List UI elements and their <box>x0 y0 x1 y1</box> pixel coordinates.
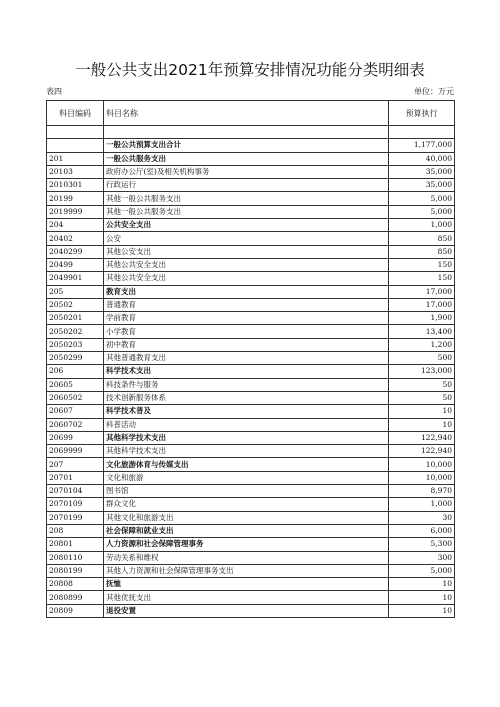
table-row <box>47 258 455 271</box>
cell-code: 20701 <box>47 471 104 484</box>
cell-code: 2080110 <box>47 551 104 564</box>
cell-amount: 10 <box>389 405 455 418</box>
cell-code: 2049901 <box>47 272 104 285</box>
cell-code: 206 <box>47 365 104 378</box>
page-title: 一般公共支出2021年预算安排情况功能分类明细表 <box>75 61 425 79</box>
table-row <box>47 378 455 391</box>
budget-table <box>46 100 455 618</box>
cell-name: 普通教育 <box>104 298 389 311</box>
cell-name: 科技条件与服务 <box>104 378 389 391</box>
cell-code: 20808 <box>47 578 104 591</box>
cell-name: 其他公共安全支出 <box>104 258 389 271</box>
cell-code: 20199 <box>47 192 104 205</box>
cell-amount: 122,940 <box>389 445 455 458</box>
table-row <box>47 564 455 577</box>
cell-name: 文化和旅游 <box>104 471 389 484</box>
table-row <box>47 245 455 258</box>
header-name: 科目名称 <box>104 101 389 126</box>
table-row <box>47 538 455 551</box>
cell-amount: 150 <box>389 272 455 285</box>
cell-amount: 40,000 <box>389 152 455 165</box>
header-amount: 预算执行 <box>389 101 455 126</box>
cell-code: 2050201 <box>47 312 104 325</box>
cell-code: 2069999 <box>47 445 104 458</box>
table-row <box>47 431 455 444</box>
cell-amount: 1,177,000 <box>389 139 455 152</box>
cell-code: 207 <box>47 458 104 471</box>
cell-name: 抚恤 <box>104 578 389 591</box>
cell-amount: 10,000 <box>389 471 455 484</box>
table-row <box>47 285 455 298</box>
table-row <box>47 139 455 152</box>
cell-amount: 5,000 <box>389 192 455 205</box>
cell-amount: 17,000 <box>389 298 455 311</box>
table-row <box>47 471 455 484</box>
cell-code: 2050202 <box>47 325 104 338</box>
cell-amount: 10,000 <box>389 458 455 471</box>
table-row <box>47 272 455 285</box>
table-row <box>47 458 455 471</box>
table-row <box>47 219 455 232</box>
cell-amount: 1,000 <box>389 219 455 232</box>
cell-name: 文化旅游体育与传媒支出 <box>104 458 389 471</box>
cell-name: 社会保障和就业支出 <box>104 524 389 537</box>
cell-code: 20607 <box>47 405 104 418</box>
cell-code: 2019999 <box>47 205 104 218</box>
cell-amount: 850 <box>389 245 455 258</box>
cell-name: 其他公共安全支出 <box>104 272 389 285</box>
cell-name: 行政运行 <box>104 179 389 192</box>
table-row <box>47 365 455 378</box>
table-row <box>47 405 455 418</box>
cell-amount: 10 <box>389 604 455 617</box>
table-row <box>47 524 455 537</box>
table-row <box>47 578 455 591</box>
cell-code: 20809 <box>47 604 104 617</box>
cell-name: 科学技术普及 <box>104 405 389 418</box>
cell-amount: 150 <box>389 258 455 271</box>
cell-code: 2050203 <box>47 338 104 351</box>
table-row <box>47 604 455 617</box>
table-row <box>47 498 455 511</box>
table-row <box>47 232 455 245</box>
cell-name: 政府办公厅(室)及相关机构事务 <box>104 165 389 178</box>
cell-code: 2010301 <box>47 179 104 192</box>
cell-code: 2050299 <box>47 352 104 365</box>
cell-code: 20499 <box>47 258 104 271</box>
cell-name: 图书馆 <box>104 485 389 498</box>
cell-code: 2080199 <box>47 564 104 577</box>
cell-amount: 10 <box>389 591 455 604</box>
cell-amount: 17,000 <box>389 285 455 298</box>
cell-name: 其他科学技术支出 <box>104 431 389 444</box>
table-row <box>47 165 455 178</box>
cell-code: 2060702 <box>47 418 104 431</box>
cell-code: 2060502 <box>47 391 104 404</box>
cell-amount: 5,000 <box>389 205 455 218</box>
table-row <box>47 418 455 431</box>
cell-code: 208 <box>47 524 104 537</box>
table-row <box>47 298 455 311</box>
cell-code: 20502 <box>47 298 104 311</box>
cell-code: 2070199 <box>47 511 104 524</box>
cell-name: 学前教育 <box>104 312 389 325</box>
cell-name: 公安 <box>104 232 389 245</box>
cell-amount: 30 <box>389 511 455 524</box>
cell-name: 人力资源和社会保障管理事务 <box>104 538 389 551</box>
cell-code: 2070104 <box>47 485 104 498</box>
cell-name: 其他公安支出 <box>104 245 389 258</box>
cell-amount: 6,000 <box>389 524 455 537</box>
table-row <box>47 205 455 218</box>
cell-amount: 850 <box>389 232 455 245</box>
table-body <box>47 126 455 618</box>
cell-name: 公共安全支出 <box>104 219 389 232</box>
cell-name: 初中教育 <box>104 338 389 351</box>
cell-amount: 35,000 <box>389 179 455 192</box>
table-row <box>47 179 455 192</box>
cell-name: 其他人力资源和社会保障管理事务支出 <box>104 564 389 577</box>
table-number: 表四 <box>46 87 62 96</box>
cell-amount: 5,300 <box>389 538 455 551</box>
table-row <box>47 591 455 604</box>
table-header-row <box>47 101 455 126</box>
cell-code: 20605 <box>47 378 104 391</box>
cell-amount: 10 <box>389 418 455 431</box>
cell-amount: 5,000 <box>389 564 455 577</box>
table-row <box>47 551 455 564</box>
cell-code: 20103 <box>47 165 104 178</box>
cell-amount: 10 <box>389 578 455 591</box>
cell-amount: 500 <box>389 352 455 365</box>
cell-amount: 300 <box>389 551 455 564</box>
cell-amount: 1,200 <box>389 338 455 351</box>
cell-amount: 122,940 <box>389 431 455 444</box>
cell-code: 2080899 <box>47 591 104 604</box>
cell-name: 劳动关系和维权 <box>104 551 389 564</box>
cell-name: 群众文化 <box>104 498 389 511</box>
cell-code: 2040299 <box>47 245 104 258</box>
cell-code: 20801 <box>47 538 104 551</box>
cell-code: 20402 <box>47 232 104 245</box>
cell-amount: 8,970 <box>389 485 455 498</box>
table-row <box>47 445 455 458</box>
cell-amount: 123,000 <box>389 365 455 378</box>
table-row <box>47 192 455 205</box>
cell-amount: 13,400 <box>389 325 455 338</box>
cell-name: 科学技术支出 <box>104 365 389 378</box>
cell-amount: 35,000 <box>389 165 455 178</box>
cell-name: 技术创新服务体系 <box>104 391 389 404</box>
table-row <box>47 312 455 325</box>
cell-name: 其他普通教育支出 <box>104 352 389 365</box>
table-row <box>47 511 455 524</box>
cell-name: 其他一般公共服务支出 <box>104 205 389 218</box>
cell-code: 201 <box>47 152 104 165</box>
unit-label: 单位：万元 <box>414 87 454 96</box>
cell-amount: 50 <box>389 378 455 391</box>
cell-code <box>47 139 104 152</box>
cell-name: 其他一般公共服务支出 <box>104 192 389 205</box>
table-row <box>47 338 455 351</box>
cell-code: 20699 <box>47 431 104 444</box>
cell-code: 204 <box>47 219 104 232</box>
cell-name: 其他优抚支出 <box>104 591 389 604</box>
table-row <box>47 352 455 365</box>
table-row <box>47 391 455 404</box>
table-row <box>47 485 455 498</box>
cell-amount: 1,000 <box>389 498 455 511</box>
cell-name: 其他文化和旅游支出 <box>104 511 389 524</box>
cell-name: 教育支出 <box>104 285 389 298</box>
cell-name: 科普活动 <box>104 418 389 431</box>
cell-amount: 50 <box>389 391 455 404</box>
cell-name: 小学教育 <box>104 325 389 338</box>
cell-name: 一般公共服务支出 <box>104 152 389 165</box>
cell-name: 其他科学技术支出 <box>104 445 389 458</box>
header-code: 科目编码 <box>47 101 104 126</box>
cell-name: 一般公共预算支出合计 <box>104 139 389 152</box>
cell-name: 退役安置 <box>104 604 389 617</box>
table-row <box>47 152 455 165</box>
spacer-row <box>47 126 455 139</box>
cell-code: 205 <box>47 285 104 298</box>
cell-amount: 1,900 <box>389 312 455 325</box>
table-row <box>47 325 455 338</box>
cell-code: 2070109 <box>47 498 104 511</box>
